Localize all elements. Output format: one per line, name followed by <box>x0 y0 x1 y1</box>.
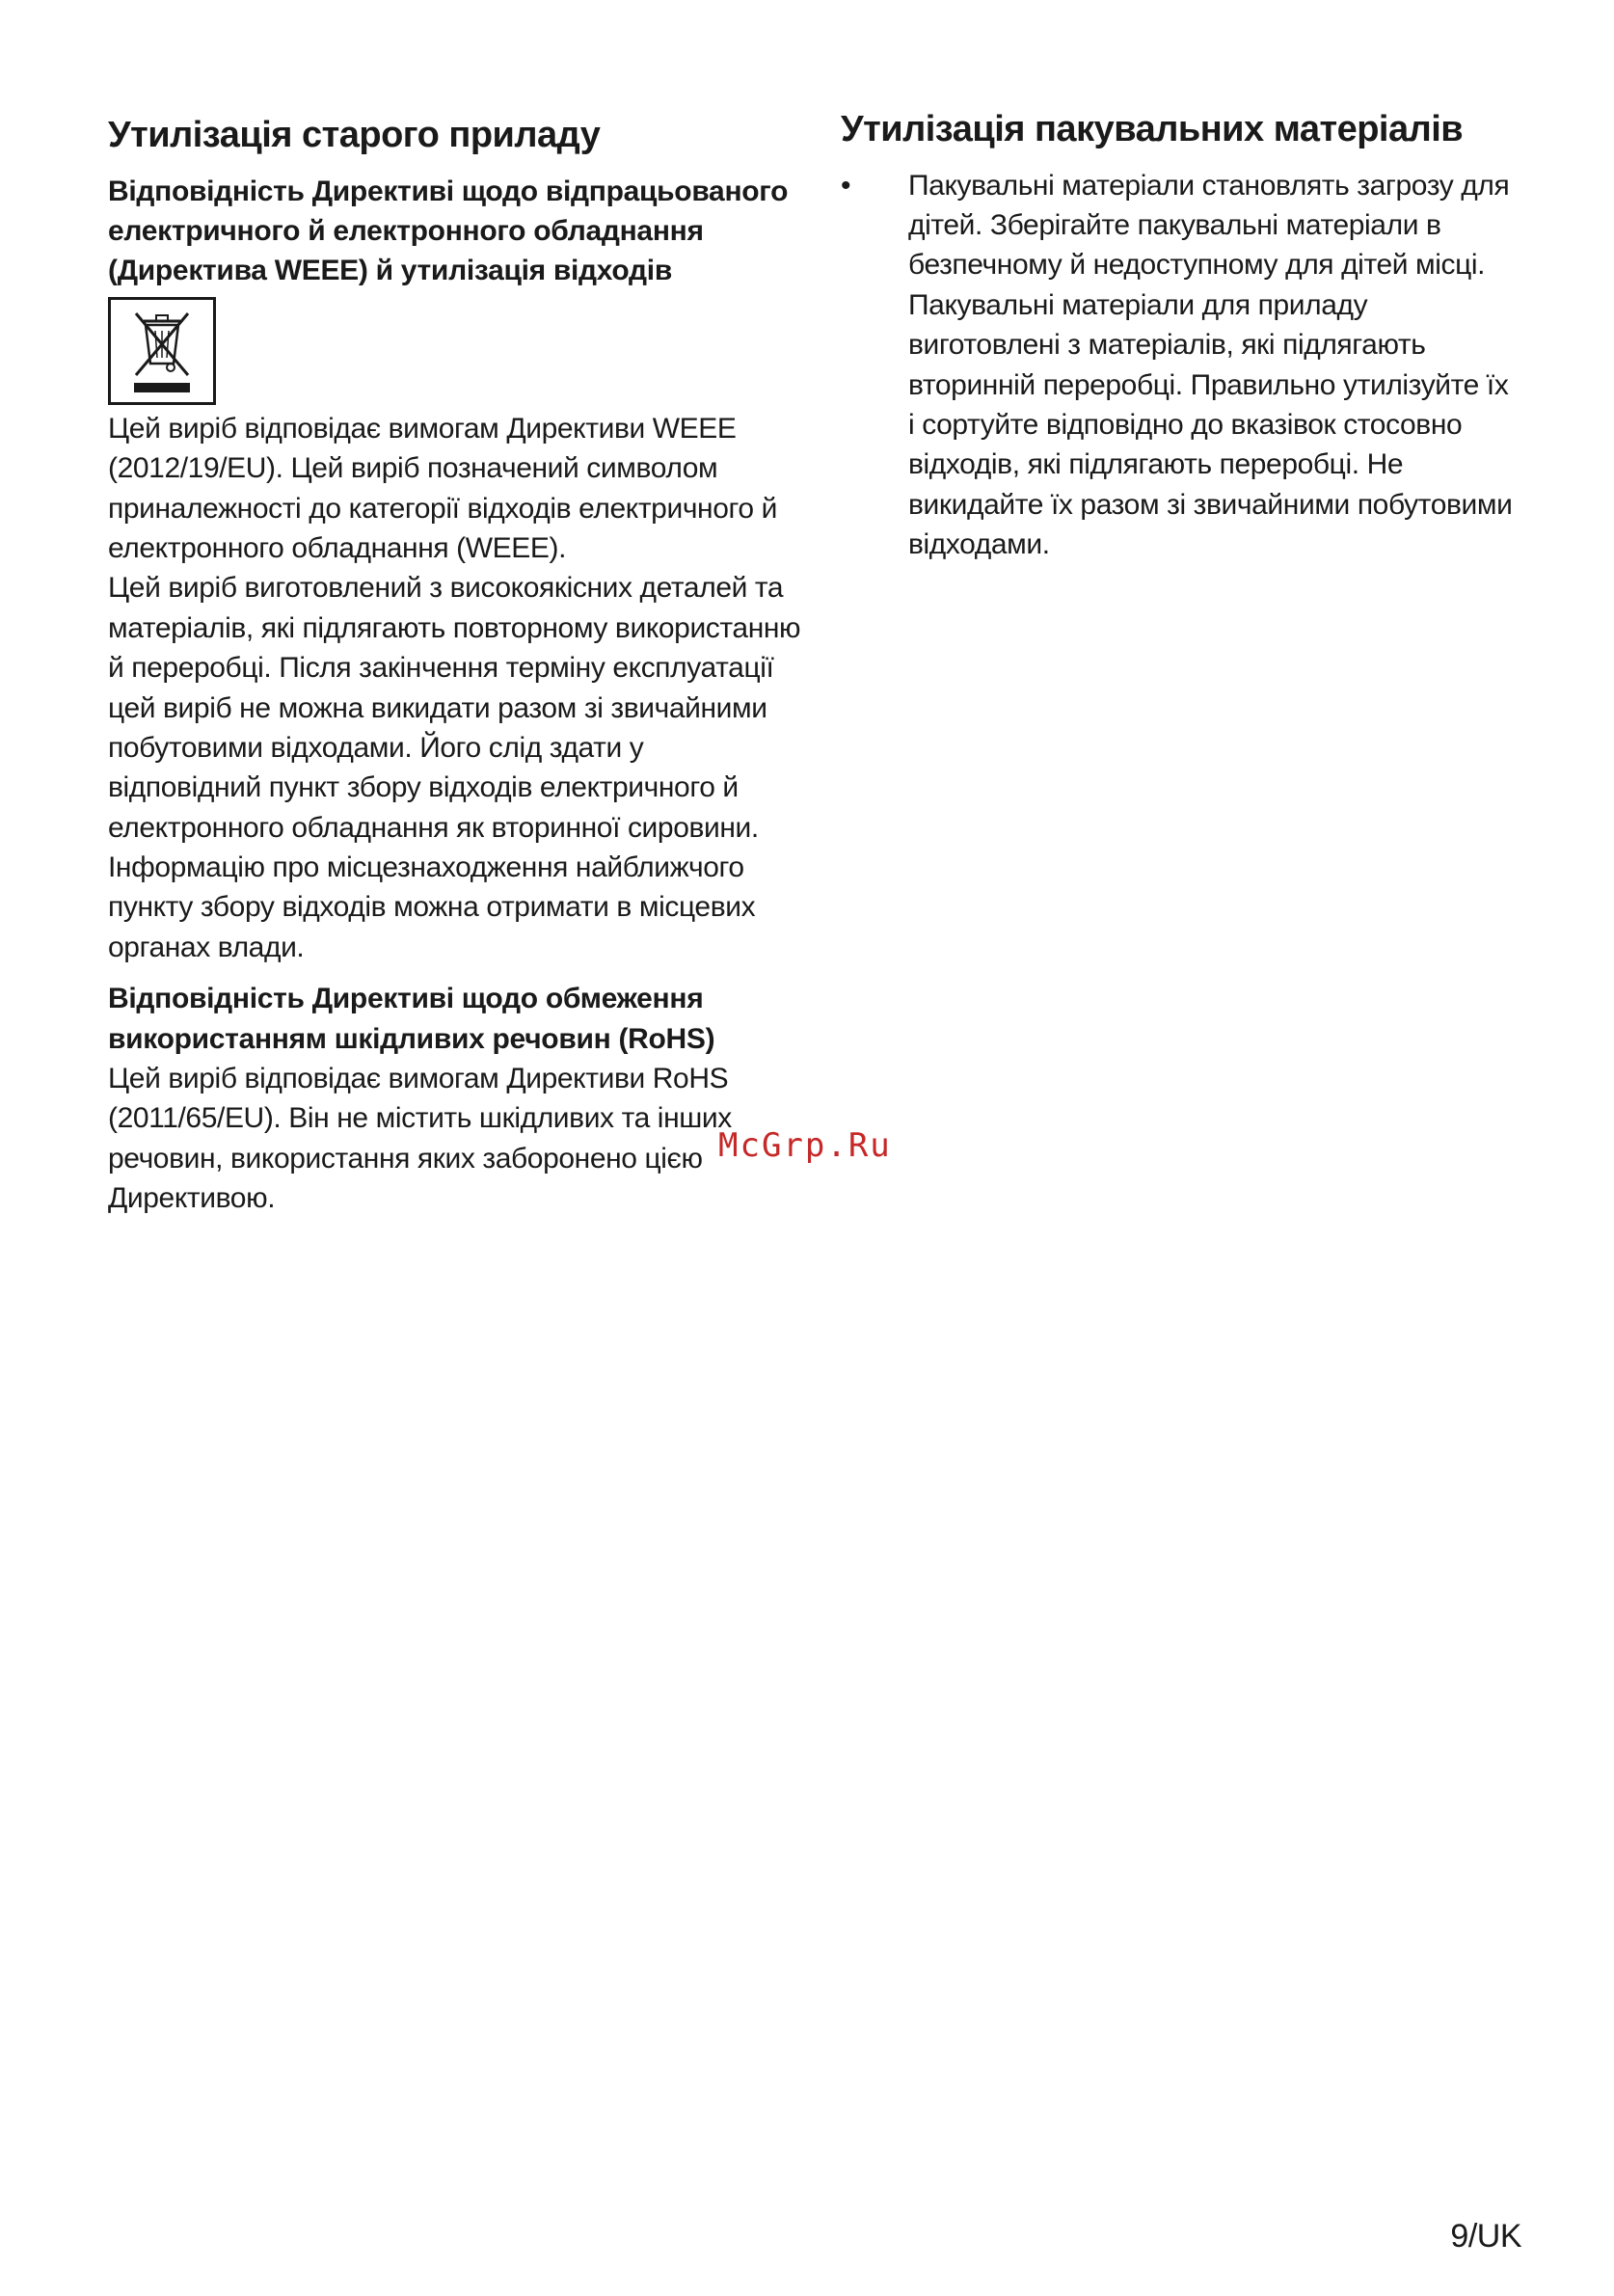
section-title-packaging-disposal: Утилізація пакувальних матеріалів <box>841 109 1464 149</box>
right-column <box>841 108 1516 565</box>
weee-symbol <box>108 297 216 405</box>
weee-heading: Відповідність Директиві щодо відпрацьованого електричного й електронного обладнання (Директива WEEE) й утилізація відходів <box>108 175 789 287</box>
section-title-disposal-old-appliance: Утилізація старого приладу <box>108 115 601 155</box>
crossed-out-wheelie-bin-icon <box>111 300 213 402</box>
page-number: 9/UK <box>1450 2218 1521 2255</box>
weee-paragraph-1: Цей виріб відповідає вимогам Директиви WEEE (2012/19/EU). Цей виріб позначений символом приналежності до категорії відходів електричного й електронного обладнання (WEEE). <box>108 412 777 564</box>
watermark: McGrp.Ru <box>718 1126 892 1165</box>
left-column <box>108 114 802 1219</box>
weee-paragraph-2: Цей виріб виготовлений з високоякісних деталей та матеріалів, які підлягають повторному використанню й переробці. Після закінчення терміну експлуатації цей виріб не можна викидати разом зі звичайними побутовими відходами. Його слід здати у відповідний пункт збору відходів електричного й електронного обладнання як вторинної сировини. Інформацію про місцезнаходження найближчого пункту збору відходів можна отримати в місцевих органах влади. <box>108 572 801 963</box>
rohs-paragraph: Цей виріб відповідає вимогам Директиви RoHS (2011/65/EU). Він не містить шкідливих та інших речовин, використання яких заборонено цією Директивою. <box>108 1063 732 1215</box>
bullet-icon: • <box>841 169 851 202</box>
rohs-heading: Відповідність Директиві щодо обмеження використанням шкідливих речовин (RoHS) <box>108 983 715 1055</box>
packaging-warning-text: Пакувальні матеріали становлять загрозу для дітей. Зберігайте пакувальні матеріали в безпечному й недоступному для дітей місці. Пакувальні матеріали для приладу виготовлені з матеріалів, які підлягають вторинній переробці. Правильно утилізуйте їх і сортуйте відповідно до вказівок стосовно відходів, які підлягають переробці. Не викидайте їх разом зі звичайними побутовими відходами. <box>908 169 1513 561</box>
list-item <box>841 166 1516 565</box>
